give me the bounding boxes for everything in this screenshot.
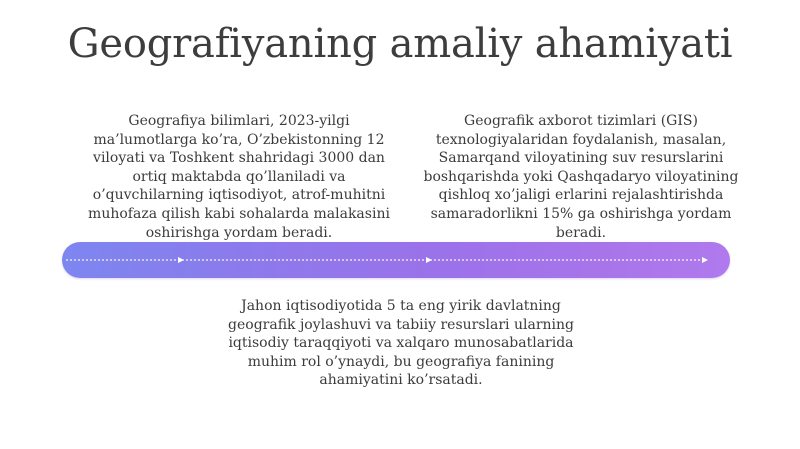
timeline-line-graphic — [62, 242, 730, 278]
timeline-point-1-text: Geografiya bilimlari, 2023-yilgi ma’lumotlarga ko’ra, O’zbekistonning 12 viloyati va Toshkent shahridagi 3000 dan ortiq maktabda qo’llaniladi va o’quvchilarning iqtisodiyot, atrof-muhitni muhofaza qilish kabi sohalarda malakasini oshirishga yordam beradi. — [88, 113, 390, 241]
timeline-arrow-1-icon — [178, 257, 184, 263]
timeline-bar — [62, 242, 730, 278]
timeline-arrow-2-icon — [426, 257, 432, 263]
timeline-point-3-text: Jahon iqtisodiyotida 5 ta eng yirik davlatning geografik joylashuvi va tabiiy resurslari ularning iqtisodiy taraqqiyoti va xalqaro munosabatlarida muhim rol o’ynaydi, bu geografiya fanining ahamiyatini ko’rsatadi. — [228, 298, 574, 389]
timeline-point-2-text: Geografik axborot tizimlari (GIS) texnologiyalaridan foydalanish, masalan, Samarqand viloyatining suv resurslarini boshqarishda yoki Qashqadaryo viloyatining qishloq xo’jaligi erlarini rejalashtirishda samaradorlikni 15% ga oshirishga yordam beradi. — [423, 113, 739, 241]
timeline-arrow-end-icon — [702, 257, 708, 263]
slide-title: Geografiyaning amaliy ahamiyati — [67, 21, 733, 67]
